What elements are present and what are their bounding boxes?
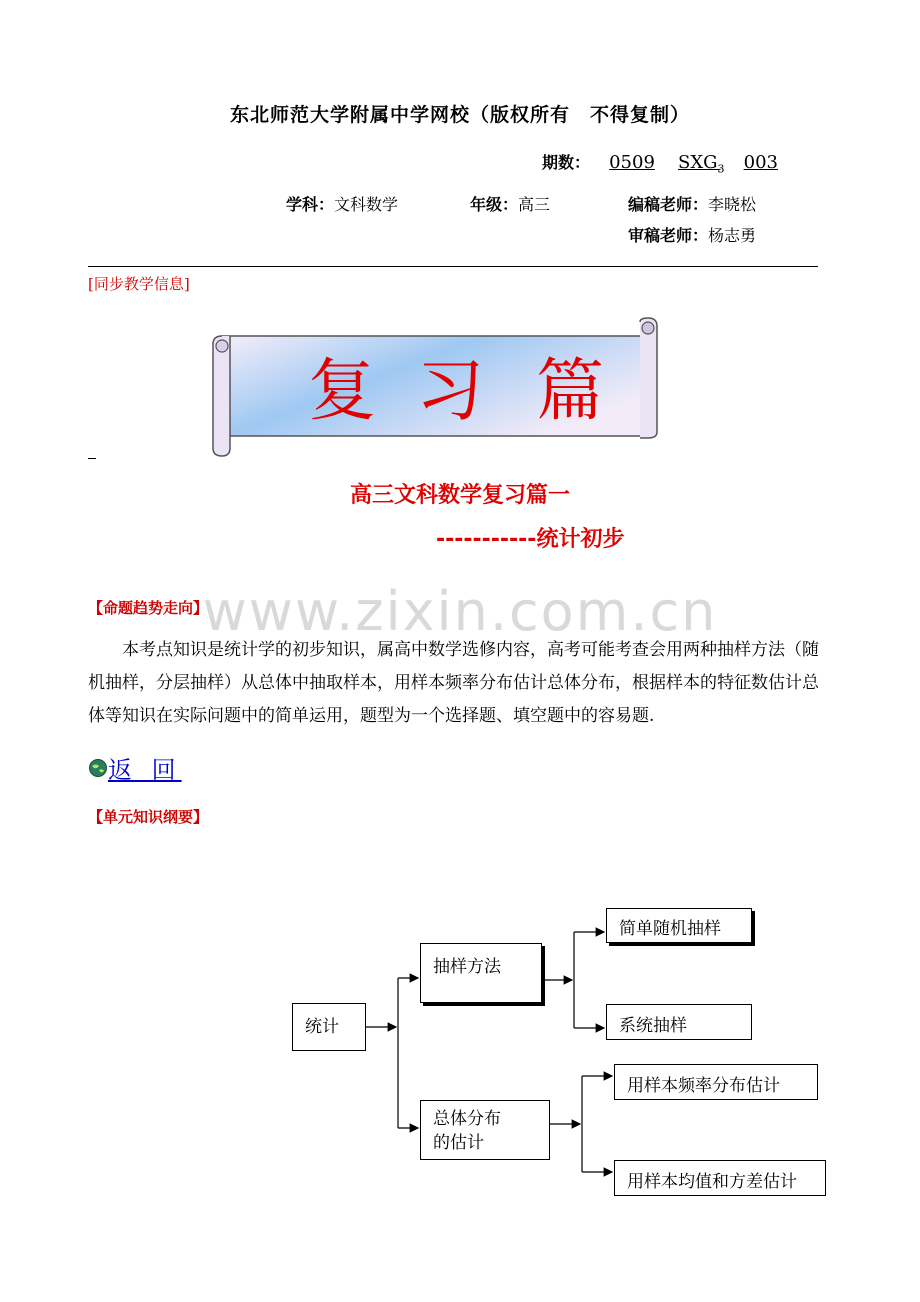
node-frequency-estimate: 用样本频率分布估计 — [614, 1064, 818, 1100]
node-systematic-sampling: 系统抽样 — [606, 1004, 752, 1040]
node-simple-random-sampling: 简单随机抽样 — [606, 908, 752, 943]
node-population-distribution — [420, 1100, 550, 1160]
subject-label: 学科： — [286, 195, 335, 214]
page-header-title: 东北师范大学附属中学网校（版权所有 不得复制） — [229, 104, 690, 126]
back-link-label[interactable]: 返 回 — [108, 756, 182, 784]
watermark: www.zixin.com.cn — [202, 580, 718, 643]
node-mean-variance-estimate: 用样本均值和方差估计 — [614, 1160, 826, 1196]
reviewer-value: 杨志勇 — [708, 226, 757, 245]
outline-section-tag: 【单元知识纲要】 — [88, 808, 209, 826]
issue-label: 期数： — [542, 153, 591, 172]
node-population-line1: 总体分布 — [433, 1109, 501, 1129]
trend-section-tag: 【命题趋势走向】 — [88, 599, 209, 617]
node-population-line2: 的估计 — [433, 1133, 484, 1153]
banner-char-2: 习 — [416, 352, 485, 431]
node-sampling-methods: 抽样方法 — [420, 943, 542, 1003]
reviewer-label: 审稿老师： — [628, 226, 709, 245]
banner-char-1: 复 — [308, 352, 377, 431]
editor-value: 李晓松 — [708, 195, 757, 214]
issue-code: $SXG_3$ — [678, 152, 725, 176]
issue-sequence: 003 — [743, 152, 778, 173]
editor-label: 编稿老师： — [628, 195, 709, 214]
trend-paragraph: 本考点知识是统计学的初步知识，属高中数学选修内容，高考可能考查会用两种抽样方法（随机抽样，分层抽样）从总体中抽取样本，用样本频率分布估计总体分布，根据样本的特征数估计总体等知识在实际问题中的简单运用，题型为一个选择题、填空题中的容易题. — [88, 640, 819, 726]
main-title: 高三文科数学复习篇一 — [349, 483, 570, 508]
grade-label: 年级： — [470, 195, 519, 214]
issue-number: 0509 — [609, 152, 655, 173]
grade-value: 高三 — [518, 195, 551, 214]
sub-title: -----------统计初步 — [436, 527, 625, 552]
subject-value: 文科数学 — [334, 195, 399, 214]
sync-info-tag: [同步教学信息] — [88, 275, 190, 293]
banner-char-3: 篇 — [536, 352, 605, 431]
node-statistics: 统计 — [292, 1003, 366, 1051]
